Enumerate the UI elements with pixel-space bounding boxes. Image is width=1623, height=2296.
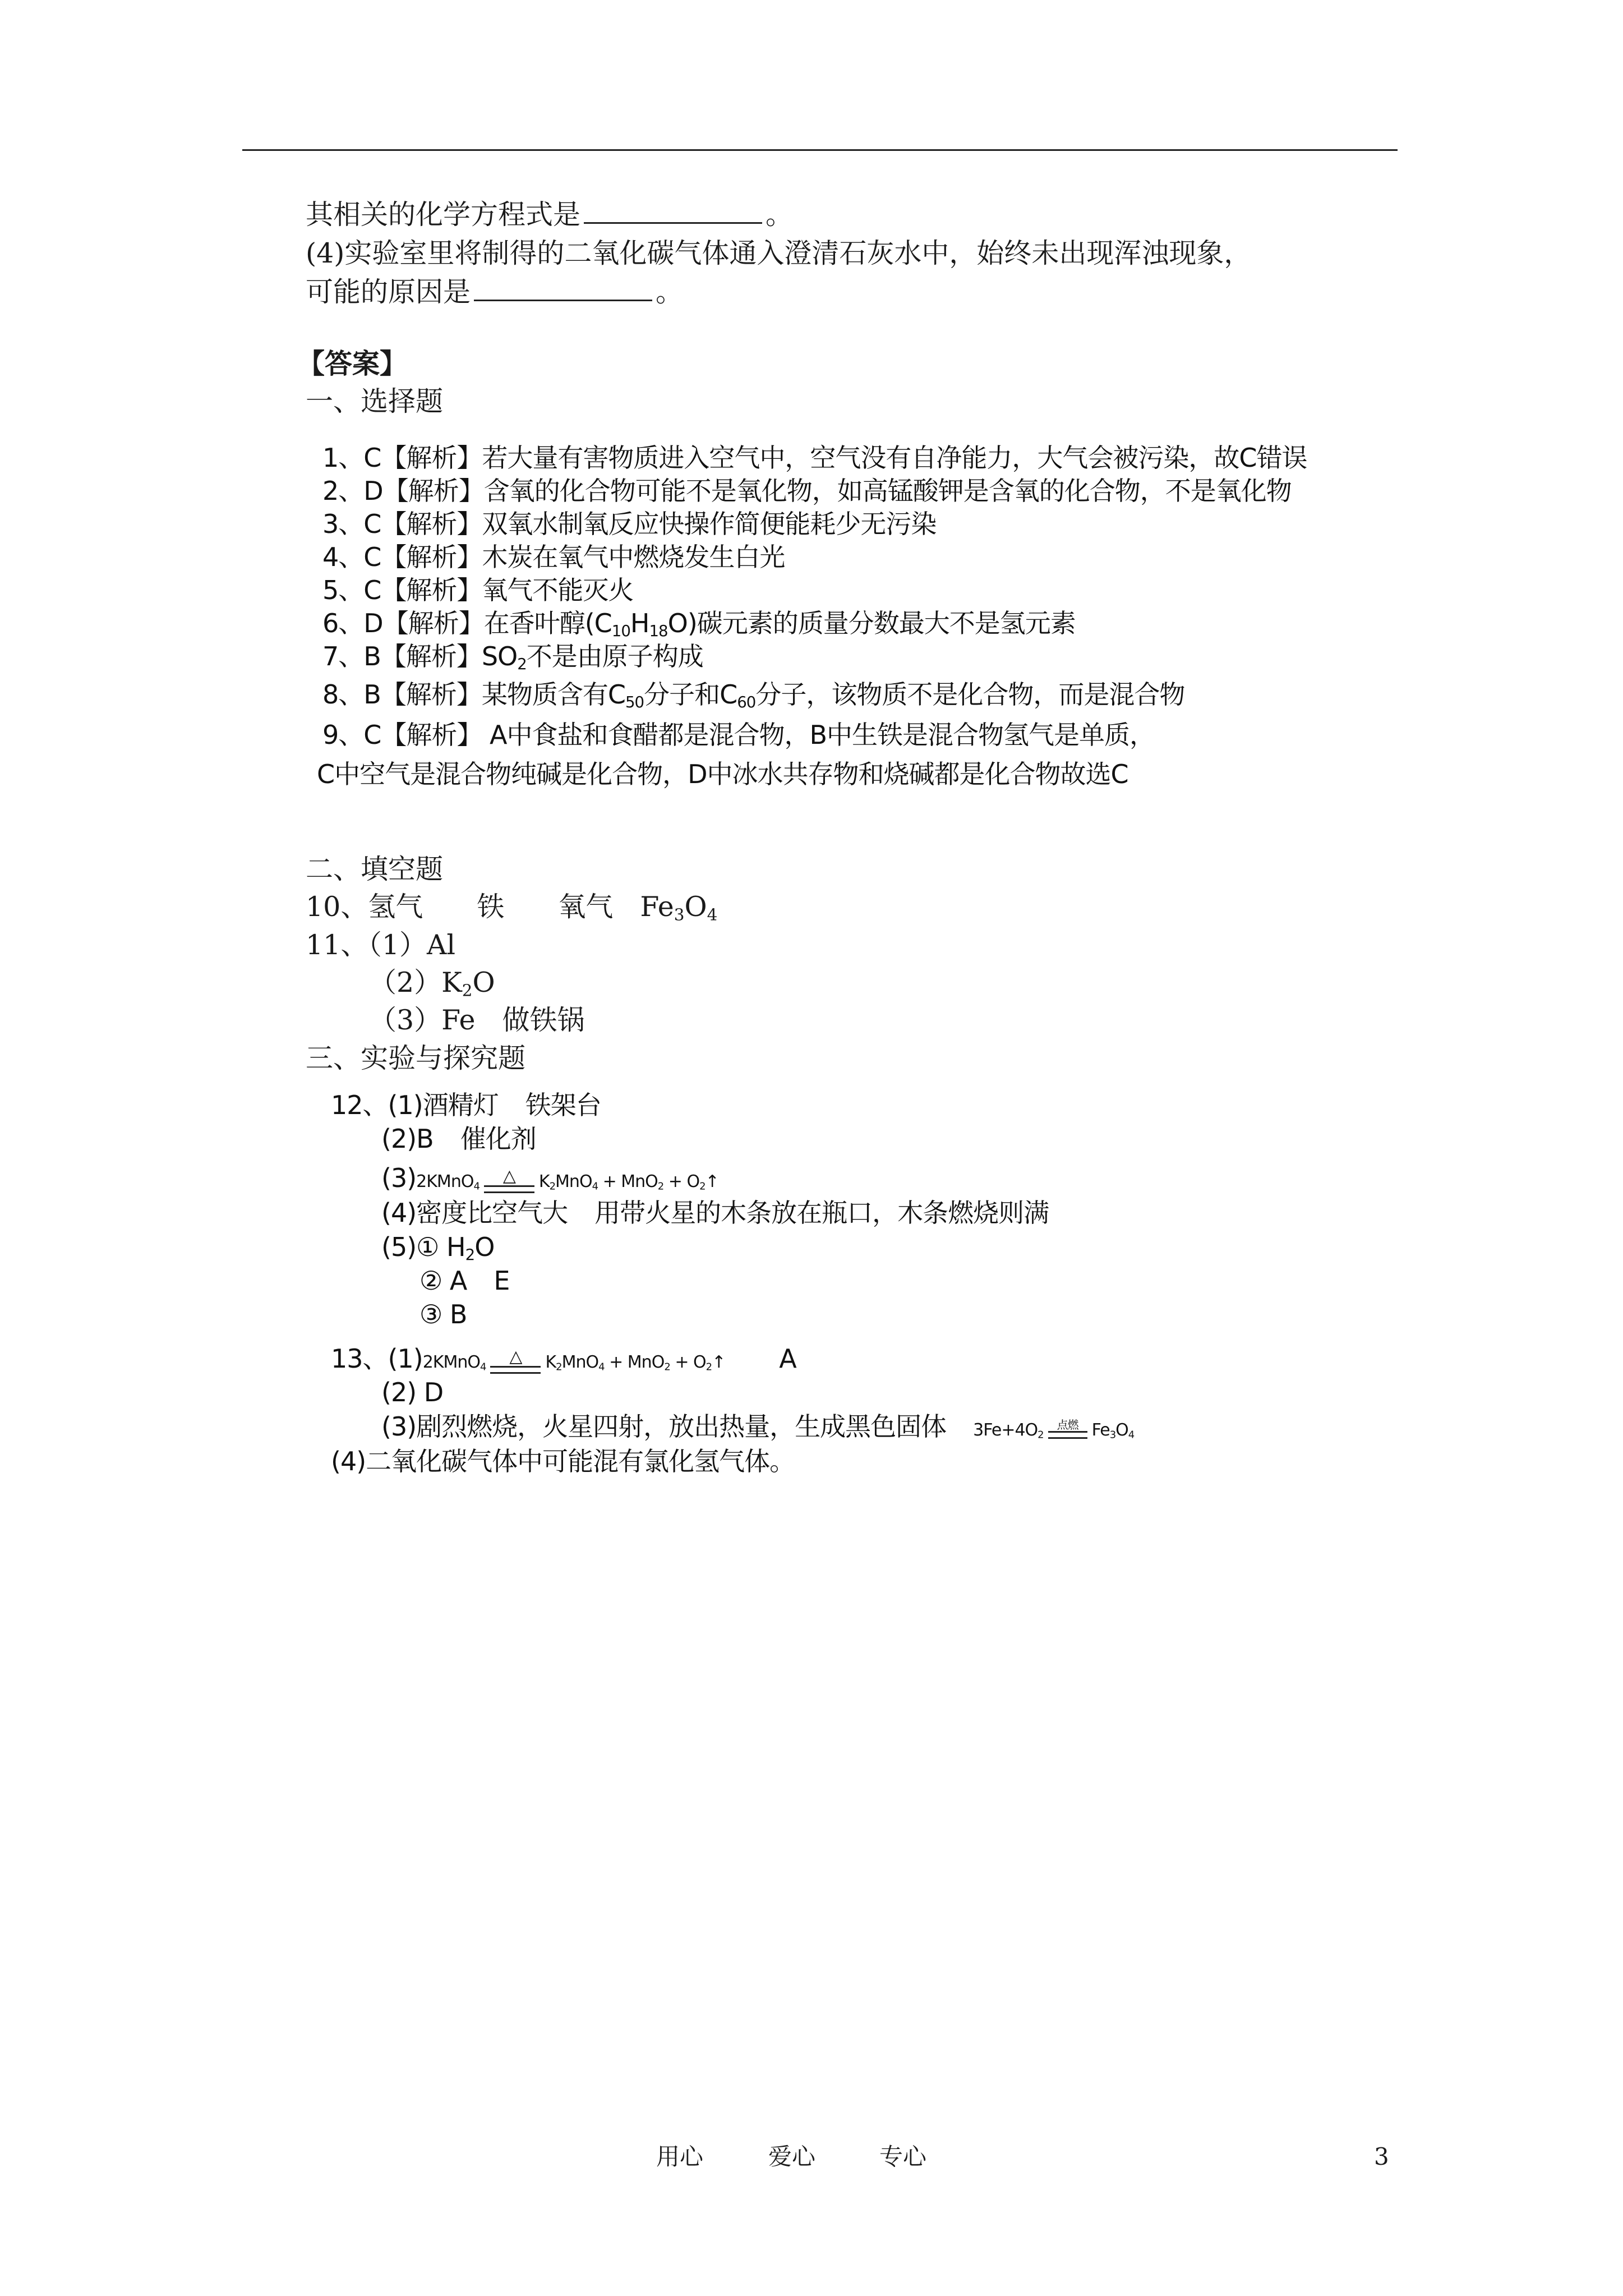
- answer-12-5-1: (5)① $H_2O$: [381, 1232, 495, 1264]
- section-1-title: 一、选择题: [306, 385, 444, 417]
- question-4-line1: (4)实验室里将制得的二氧化碳气体通入澄清石灰水中，始终未出现浑浊现象，: [306, 237, 1252, 269]
- answer-item-2: 2、D【解析】含氧的化合物可能不是氧化物，如高锰酸钾是含氧的化合物，不是氧化物: [322, 476, 1292, 506]
- answer-item-9-line1: 9、C【解析】 A中食盐和食醋都是混合物，B中生铁是混合物氢气是单质，: [322, 720, 1155, 750]
- answer-item-7: 7、B【解析】$SO_2$不是由原子构成: [322, 641, 703, 673]
- answer-item-3: 3、C【解析】双氧水制氧反应快操作简便能耗少无污染: [322, 509, 937, 539]
- page-number: 3: [1374, 2143, 1389, 2170]
- answer-12-2: (2)B 催化剂: [381, 1124, 536, 1154]
- answers-title: 【答案】: [297, 347, 408, 380]
- section-3-title: 三、实验与探究题: [306, 1042, 526, 1074]
- answer-blank: [584, 197, 762, 224]
- answer-13-4: (4)二氧化碳气体中可能混有氯化氢气体。: [331, 1446, 795, 1476]
- answer-13-1: 13、(1)2KMnO$_4$ △ $K_2MnO_4 + MnO_2$ + $O_2↑$ A: [331, 1343, 796, 1374]
- answer-10: 10、氢气 铁 氧气 $Fe_3O_4$: [306, 891, 718, 924]
- answer-item-1: 1、C【解析】若大量有害物质进入空气中，空气没有自净能力，大气会被污染，故C错误: [322, 443, 1307, 473]
- answer-item-9-line2: C中空气是混合物纯碱是化合物，D中冰水共存物和烧碱都是化合物故选C: [317, 759, 1128, 789]
- reaction-arrow: △: [484, 1167, 534, 1193]
- header-rule: [242, 149, 1398, 151]
- answer-12-5-3: ③ B: [419, 1299, 467, 1329]
- reaction-arrow: 点燃: [1048, 1419, 1087, 1439]
- answer-item-6: 6、D【解析】在香叶醇$(C_{10}H_{18}O)$碳元素的质量分数最大不是氢元素: [322, 608, 1076, 640]
- question-3-tail: 其相关的化学方程式是 。: [306, 199, 794, 231]
- reaction-arrow: △: [490, 1348, 541, 1374]
- answer-blank: [474, 275, 652, 301]
- answer-11-2: $(2)K_2O$: [369, 967, 495, 1000]
- answer-12-4: (4)密度比空气大 用带火星的木条放在瓶口，木条燃烧则满: [381, 1198, 1049, 1228]
- answer-item-4: 4、C【解析】木炭在氧气中燃烧发生白光: [322, 542, 785, 572]
- answer-11-3: （3）Fe 做铁锅: [369, 1004, 585, 1036]
- footer-motto-2: 爱心: [768, 2143, 816, 2170]
- question-4-line2: 可能的原因是 。: [306, 276, 684, 308]
- answer-12-1: 12、(1)酒精灯 铁架台: [331, 1090, 601, 1120]
- footer-motto-1: 用心: [656, 2143, 704, 2170]
- section-2-title: 二、填空题: [306, 853, 444, 885]
- answer-12-3: (3)2KMnO$_4$ △ $K_2MnO_4 + MnO_2$ + $O_2↑$: [381, 1163, 719, 1193]
- answer-13-3: (3)剧烈燃烧，火星四射，放出热量，生成黑色固体 $3Fe+4O_2$ 点燃 $Fe_3O_4$: [381, 1411, 1135, 1442]
- answer-item-8: 8、B【解析】某物质含有$C_{50}$分子和$C_{60}$分子，该物质不是化合物，而是混合物: [322, 679, 1185, 711]
- answer-13-2: (2) D: [381, 1377, 444, 1407]
- answer-12-5-2: ② A E: [419, 1266, 510, 1296]
- answer-11-1: 11、（1）Al: [306, 929, 456, 961]
- answer-item-5: 5、C【解析】氧气不能灭火: [322, 575, 634, 605]
- footer-motto-3: 专心: [879, 2143, 927, 2170]
